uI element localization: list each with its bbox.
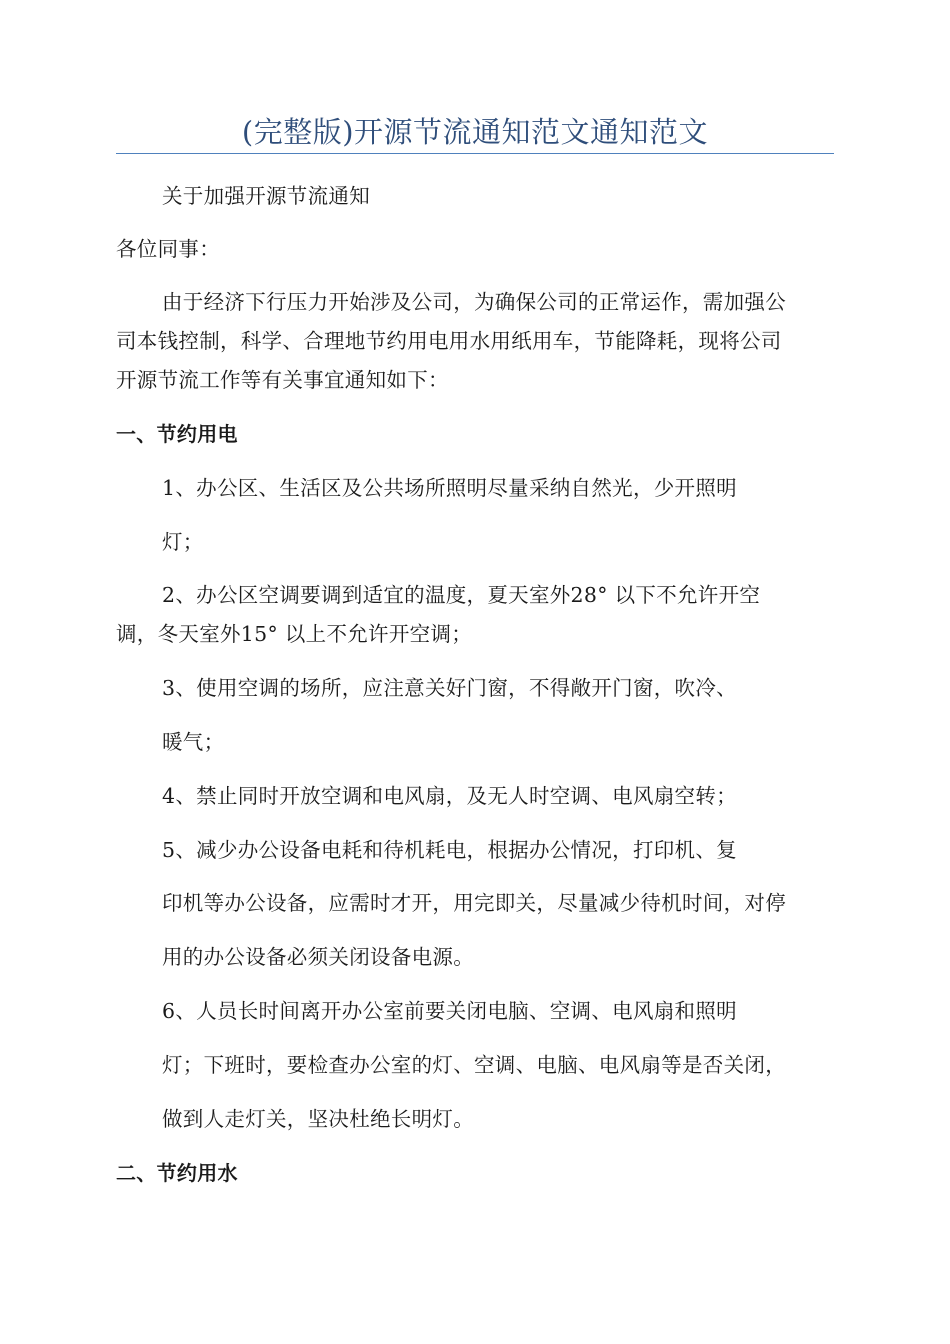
list-item: 5、减少办公设备电耗和待机耗电，根据办公情况，打印机、复 xyxy=(162,838,737,862)
list-item: 4、禁止同时开放空调和电风扇，及无人时空调、电风扇空转； xyxy=(162,784,737,808)
list-item: 1、办公区、生活区及公共场所照明尽量采纳自然光，少开照明 xyxy=(162,476,737,500)
list-item-continuation: 灯； xyxy=(162,530,204,554)
list-item: 6、人员长时间离开办公室前要关闭电脑、空调、电风扇和照明 xyxy=(162,999,737,1023)
list-item: 2、办公区空调要调到适宜的温度，夏天室外28° 以下不允许开空 xyxy=(162,583,761,607)
intro-line: 开源节流工作等有关事宜通知如下： xyxy=(116,368,449,392)
notice-subtitle: 关于加强开源节流通知 xyxy=(162,184,370,208)
list-item-continuation: 印机等办公设备，应需时才开，用完即关，尽量减少待机时间，对停 xyxy=(162,891,786,915)
list-item: 3、使用空调的场所，应注意关好门窗，不得敞开门窗，吹冷、 xyxy=(162,676,737,700)
intro-line: 由于经济下行压力开始涉及公司，为确保公司的正常运作，需加强公 xyxy=(162,290,786,314)
list-item-continuation: 暖气； xyxy=(162,730,225,754)
document-title: (完整版)开源节流通知范文通知范文 xyxy=(241,115,709,149)
intro-line: 司本钱控制，科学、合理地节约用电用水用纸用车，节能降耗，现将公司 xyxy=(116,329,782,353)
title-underline xyxy=(116,153,834,154)
section-heading-electricity: 一、节约用电 xyxy=(116,422,238,446)
list-item-continuation: 做到人走灯关，坚决杜绝长明灯。 xyxy=(162,1107,474,1131)
list-item-continuation: 调，冬天室外15° 以上不允许开空调； xyxy=(116,622,473,646)
section-heading-water: 二、节约用水 xyxy=(116,1161,238,1185)
list-item-continuation: 用的办公设备必须关闭设备电源。 xyxy=(162,945,474,969)
salutation: 各位同事： xyxy=(116,237,220,261)
list-item-continuation: 灯；下班时，要检查办公室的灯、空调、电脑、电风扇等是否关闭， xyxy=(162,1053,786,1077)
